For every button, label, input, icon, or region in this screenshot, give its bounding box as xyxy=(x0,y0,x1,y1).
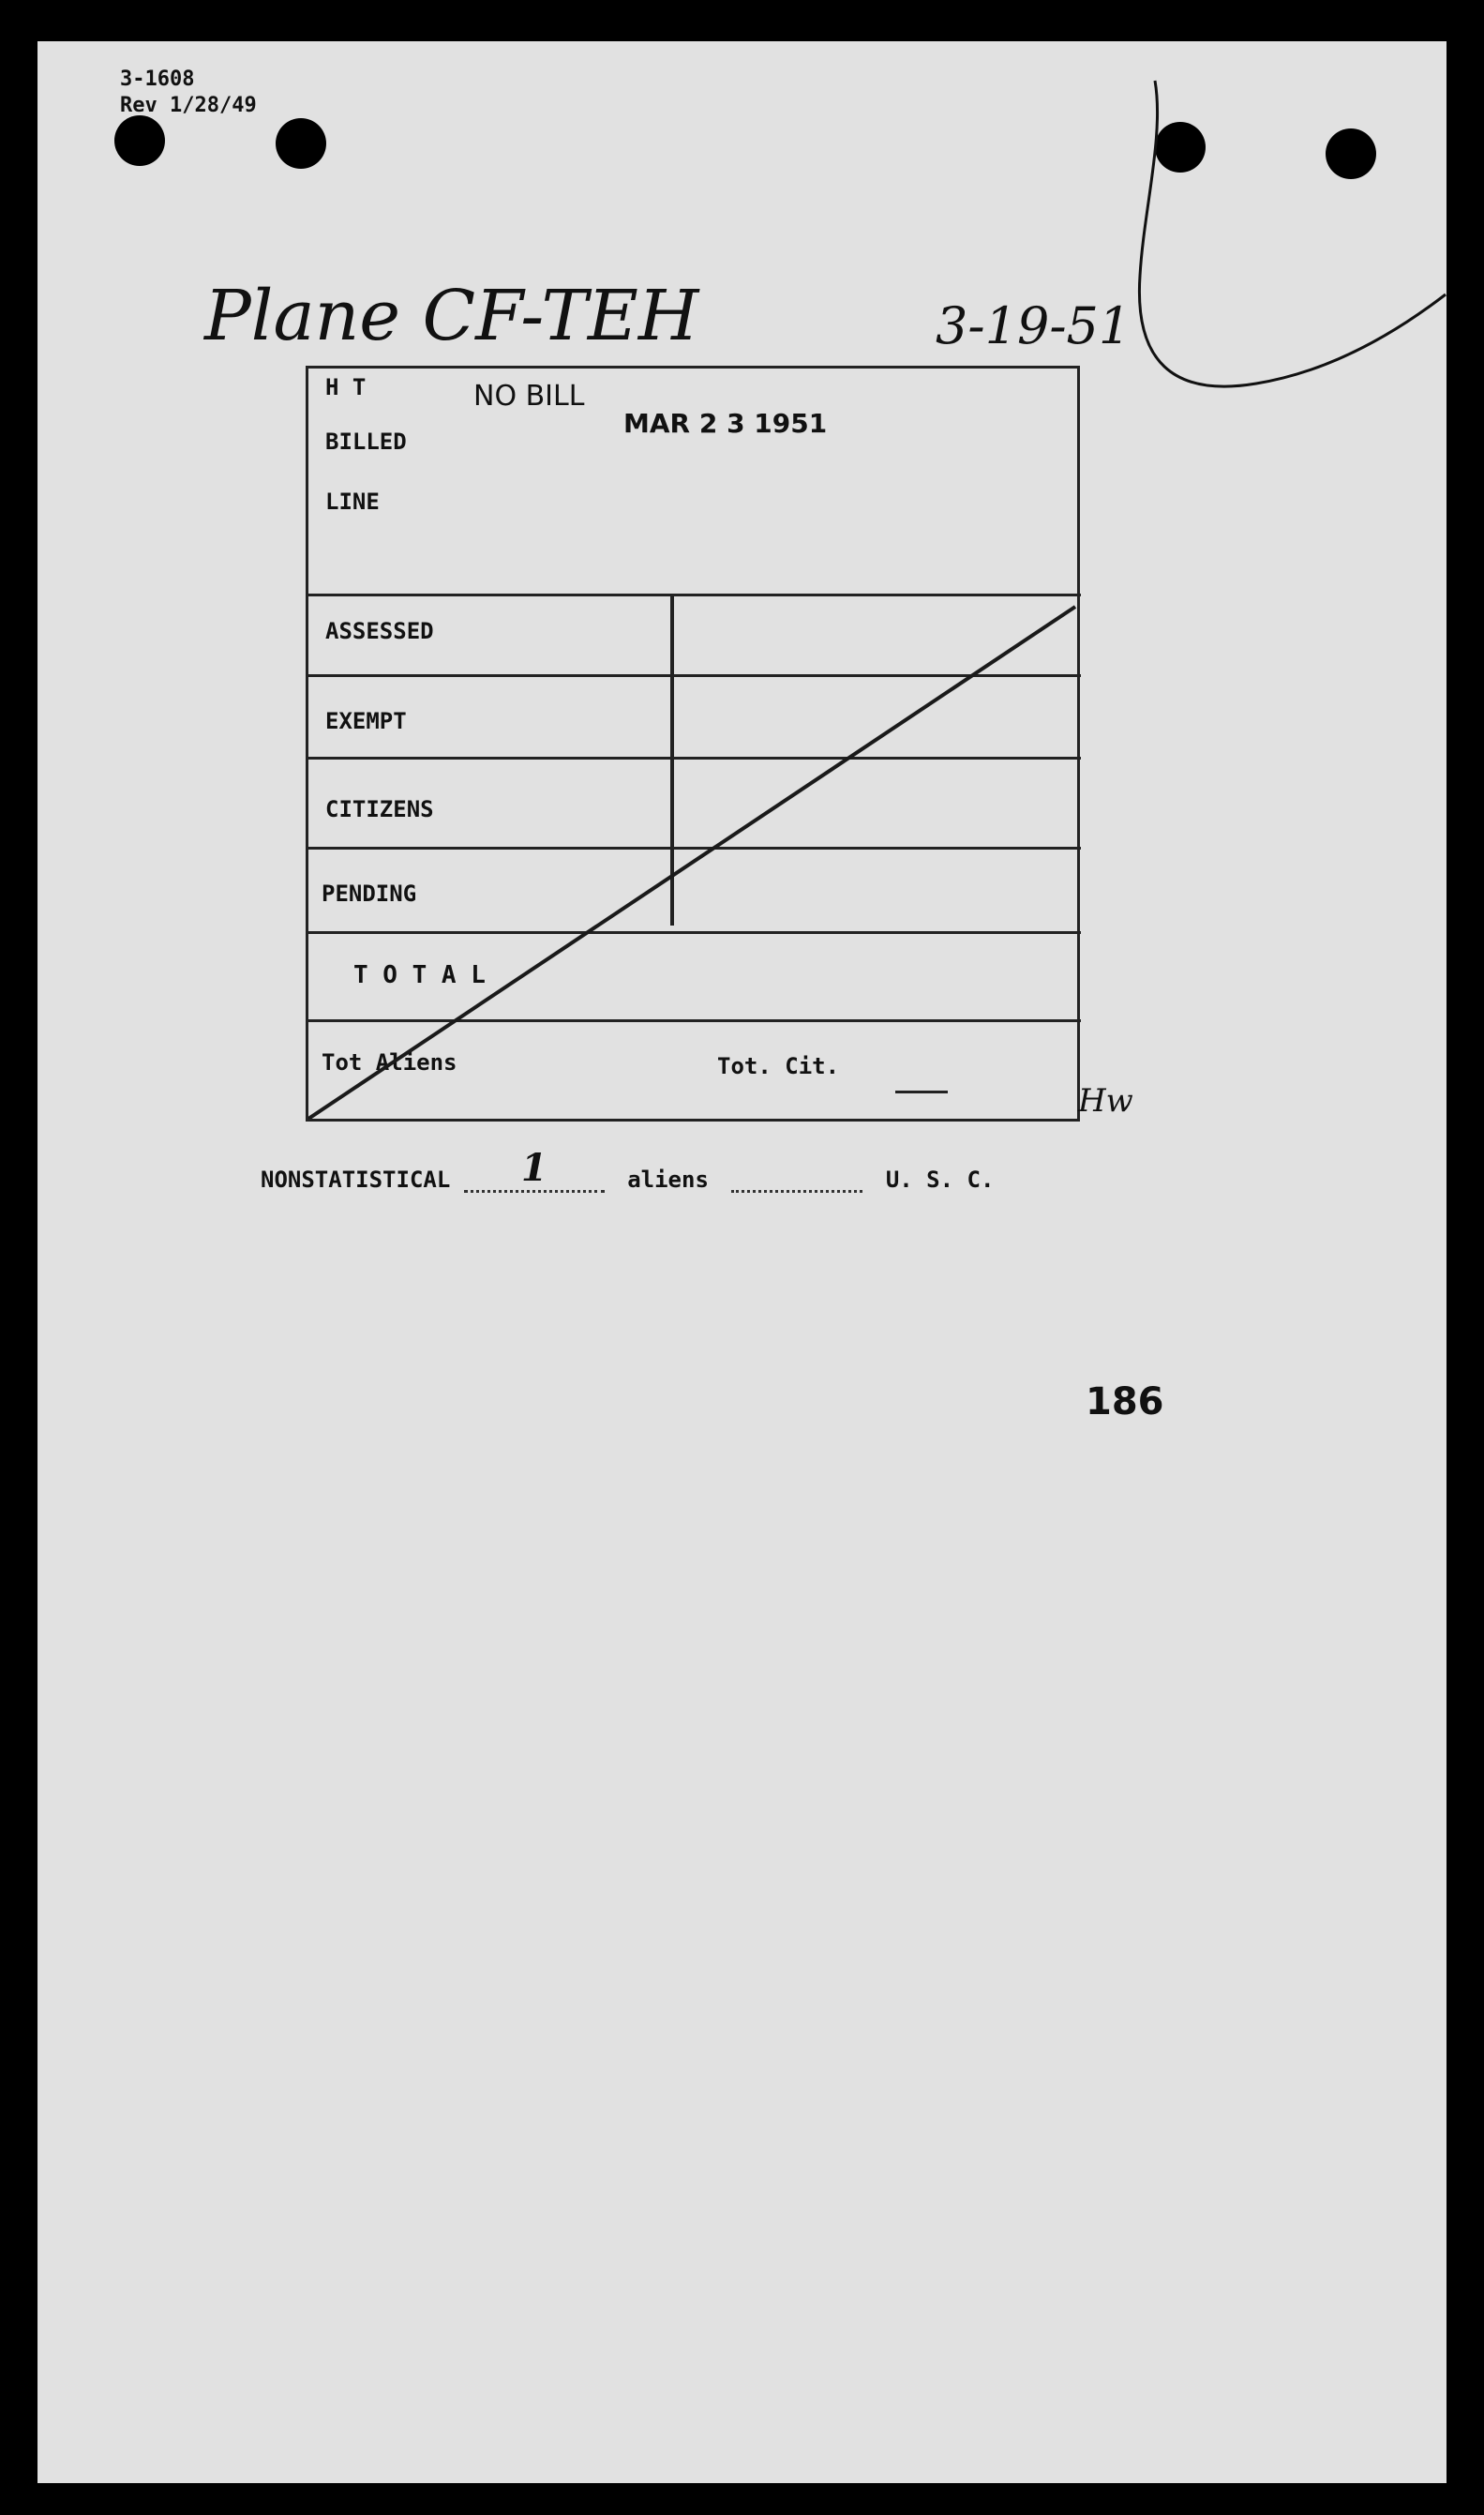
ht-label: H T xyxy=(325,374,367,400)
row-label-assessed: ASSESSED xyxy=(325,618,434,644)
punch-hole xyxy=(276,118,326,169)
plane-identifier: Plane CF-TEH xyxy=(204,276,699,356)
row-label-exempt: EXEMPT xyxy=(325,708,407,734)
diagonal-strike-line xyxy=(308,369,1077,1119)
billed-label: BILLED xyxy=(325,429,407,455)
form-revision: Rev 1/28/49 xyxy=(120,94,257,117)
aliens-count-blank xyxy=(464,1146,605,1193)
total-label: T O T A L xyxy=(353,961,486,989)
initials: Hw xyxy=(1078,1082,1133,1120)
document-page xyxy=(37,41,1447,2483)
tot-aliens-label: Tot Aliens xyxy=(322,1049,457,1076)
tot-cit-label: Tot. Cit. xyxy=(717,1053,840,1079)
usc-label: U. S. C. xyxy=(885,1167,995,1193)
usc-blank xyxy=(731,1190,862,1193)
handwritten-date: 3-19-51 xyxy=(936,296,1132,355)
form-number: 3-1608 xyxy=(120,68,195,91)
no-bill-stamp: NO BILL xyxy=(473,380,585,413)
aliens-count: 1 xyxy=(520,1146,547,1190)
aliens-label: aliens xyxy=(627,1167,709,1193)
punch-hole xyxy=(114,115,165,166)
row-label-pending: PENDING xyxy=(322,881,417,907)
handwritten-bracket-mark xyxy=(1116,79,1447,416)
manifest-box xyxy=(306,366,1080,1122)
nonstatistical-label: NONSTATISTICAL xyxy=(261,1167,451,1193)
line-label: LINE xyxy=(325,489,380,515)
received-date-stamp: MAR 2 3 1951 xyxy=(623,408,828,439)
row-label-citizens: CITIZENS xyxy=(325,796,434,822)
page-number-stamp: 186 xyxy=(1086,1380,1164,1423)
nonstatistical-line xyxy=(261,1146,994,1193)
